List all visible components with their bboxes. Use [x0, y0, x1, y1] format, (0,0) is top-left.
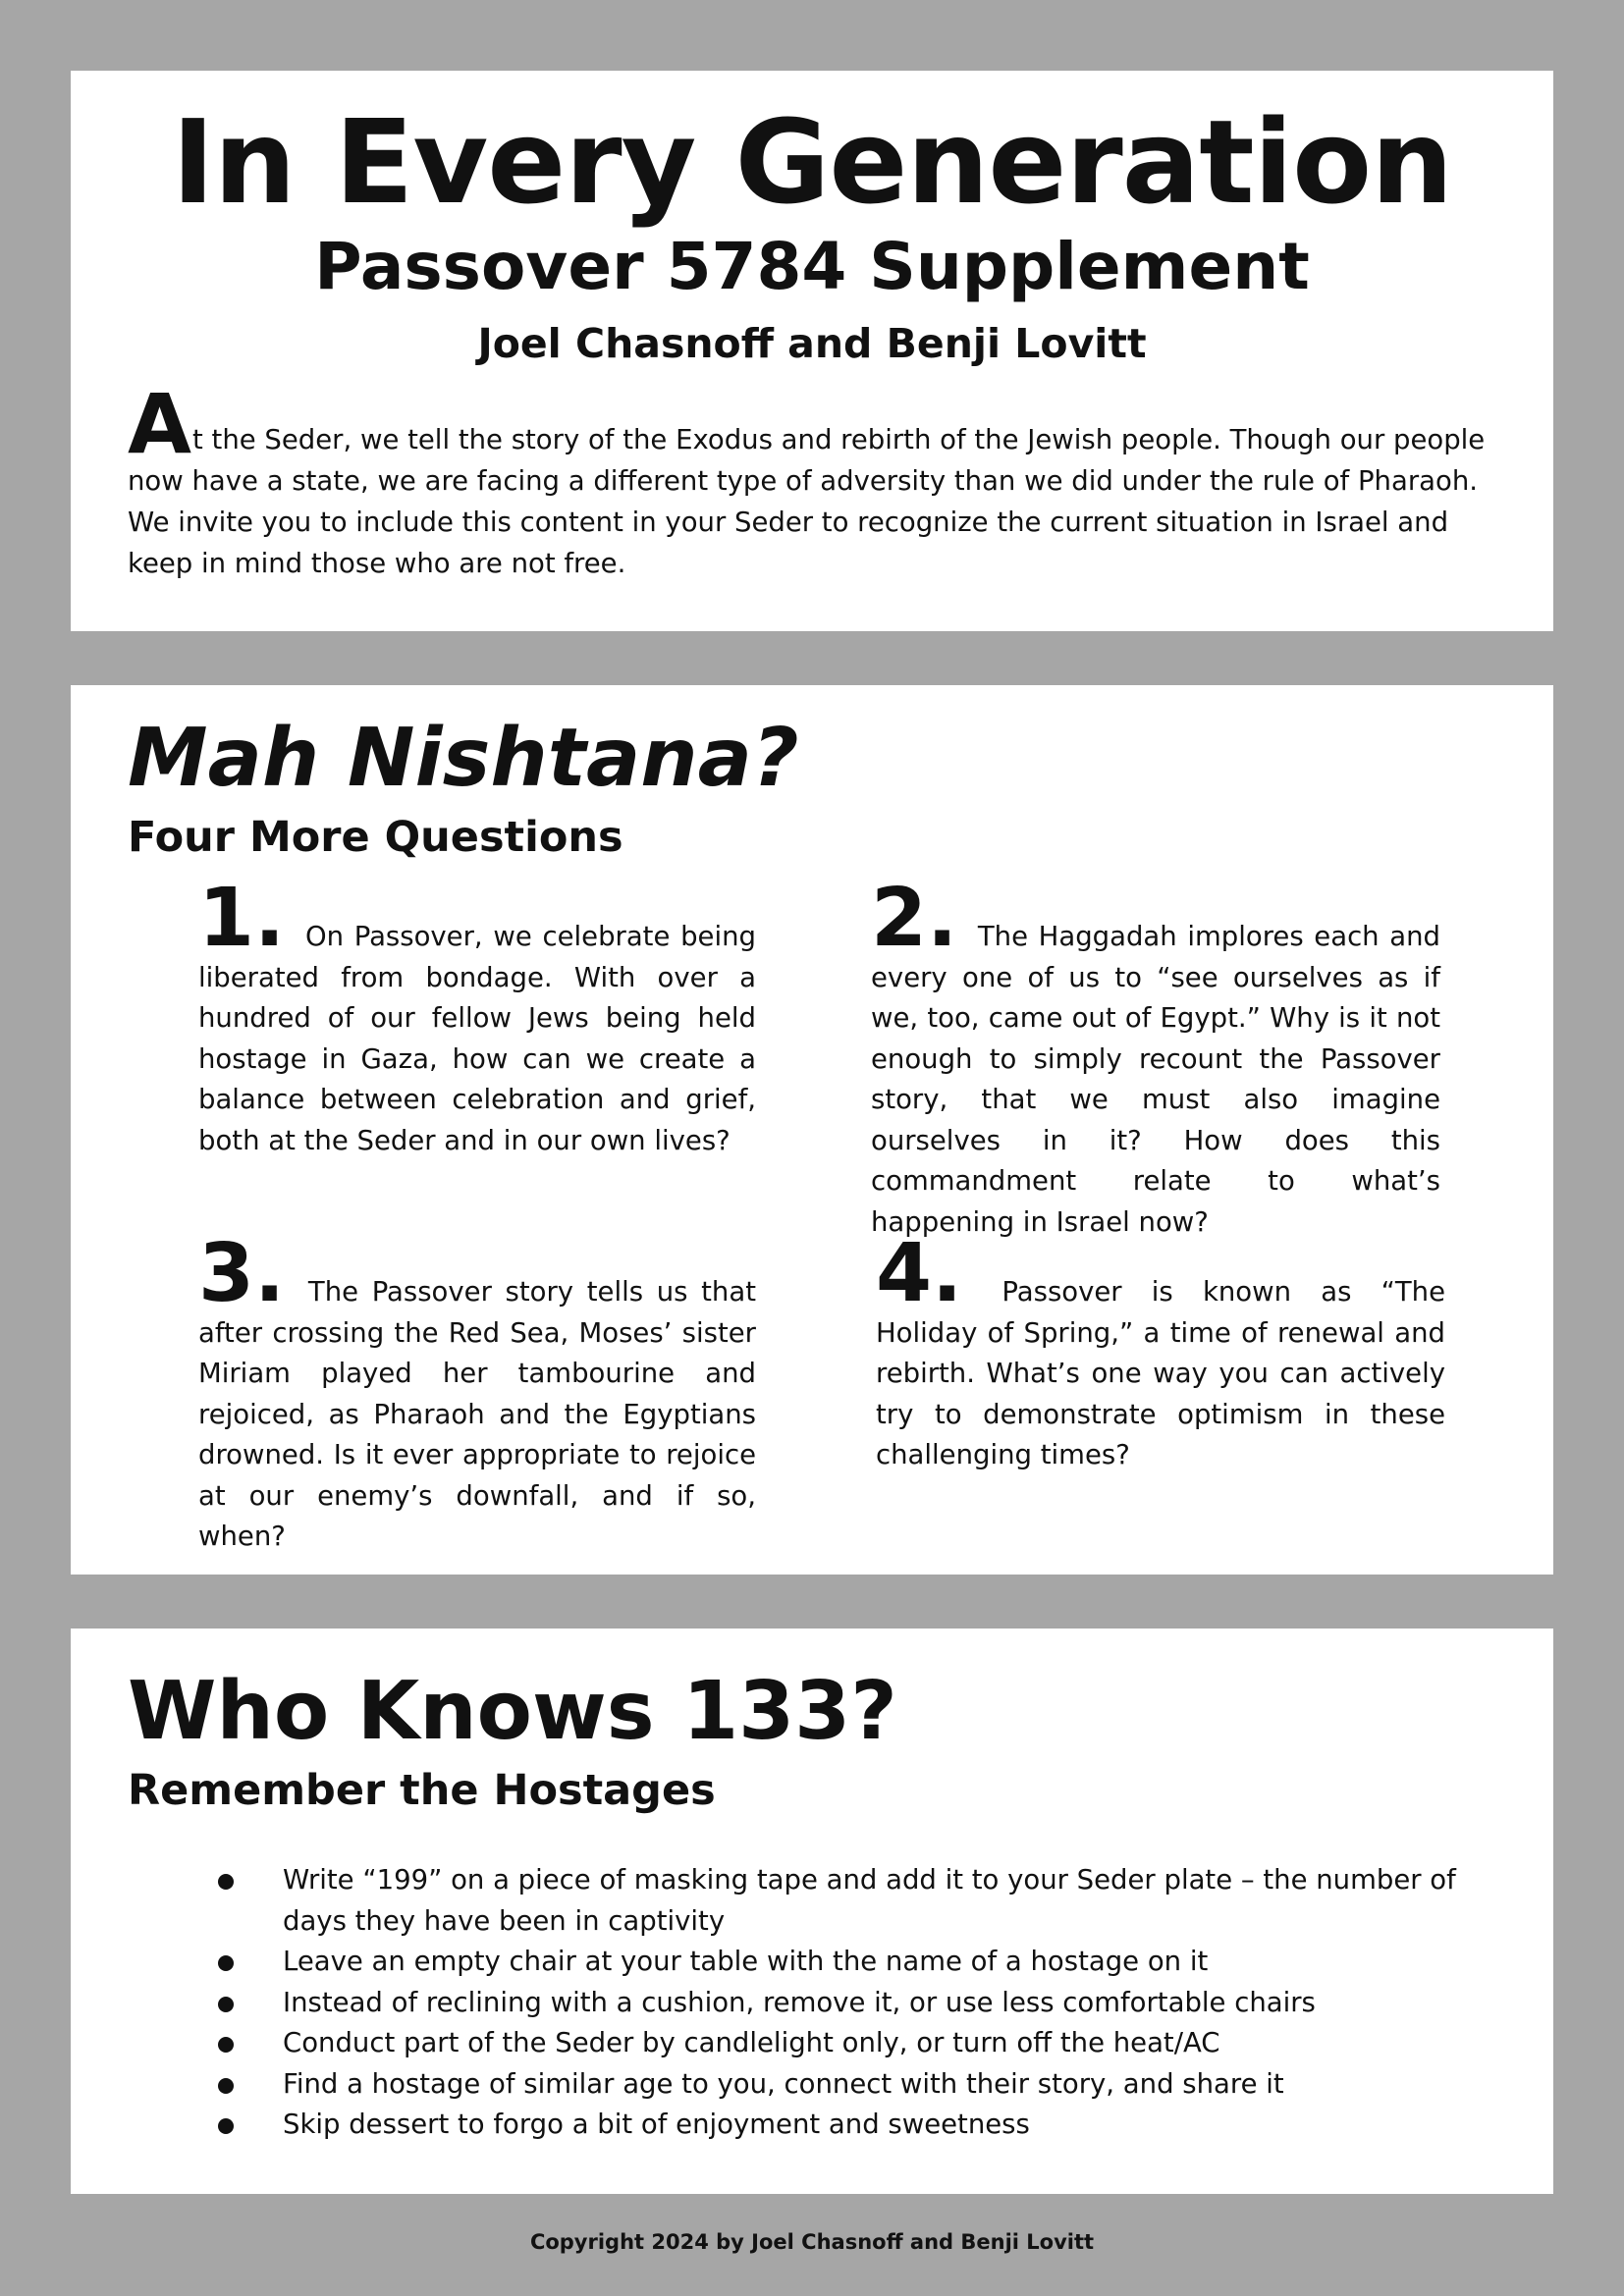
authors-line: Joel Chasnoff and Benji Lovitt	[477, 320, 1147, 367]
list-item-text: Instead of reclining with a cushion, remove it, or use less comfortable chairs	[283, 1986, 1316, 2018]
hostages-section-subtitle: Remember the Hostages	[128, 1766, 716, 1815]
list-item	[218, 2023, 1485, 2064]
bullet-icon	[218, 1874, 234, 1890]
question-number: 4.	[876, 1227, 963, 1320]
list-item	[218, 1860, 1485, 1942]
intro-panel	[71, 71, 1553, 631]
list-item	[218, 1983, 1485, 2024]
questions-section-title: Mah Nishtana?	[128, 712, 799, 805]
copyright-notice: Copyright 2024 by Joel Chasnoff and Benji Lovitt	[529, 2230, 1095, 2254]
list-item-text: Write “199” on a piece of masking tape and add it to your Seder plate – the number of days they have been in captivity	[283, 1864, 1456, 1937]
bullet-icon	[218, 1997, 234, 2012]
question-text: Passover is known as “The Holiday of Spring,” a time of renewal and rebirth. What’s one way you can actively try to demonstrate optimism in these challenging times?	[876, 1276, 1445, 1470]
list-item	[218, 2105, 1485, 2146]
question-number: 3.	[198, 1227, 286, 1320]
questions-section-subtitle: Four More Questions	[128, 813, 623, 862]
bullet-icon	[218, 2078, 234, 2094]
bullet-icon	[218, 1955, 234, 1971]
bullet-icon	[218, 2037, 234, 2053]
question-4	[876, 1227, 1445, 1476]
list-item-text: Skip dessert to forgo a bit of enjoyment and sweetness	[283, 2109, 1030, 2140]
list-item	[218, 2064, 1485, 2106]
question-2	[871, 872, 1440, 1243]
list-item-text: Conduct part of the Seder by candlelight only, or turn off the heat/AC	[283, 2027, 1220, 2058]
hostages-section-title: Who Knows 133?	[128, 1665, 897, 1758]
question-text: The Haggadah implores each and every one of us to “see ourselves as if we, too, came out of Egypt.” Why is it not enough to simply recount the Passover story, that we must also imagine ourselves in it? How does this commandment relate to what’s happening in Israel now?	[871, 921, 1440, 1238]
question-number: 2.	[871, 872, 958, 965]
list-item	[218, 1942, 1485, 1983]
hostages-list	[218, 1860, 1485, 2146]
bullet-icon	[218, 2118, 234, 2134]
hostages-panel	[71, 1629, 1553, 2194]
question-text: On Passover, we celebrate being liberated from bondage. With over a hundred of our fellow Jews being held hostage in Gaza, how can we create a balance between celebration and grief, both at the Seder and in our own lives?	[198, 921, 756, 1156]
list-item-text: Leave an empty chair at your table with the name of a hostage on it	[283, 1946, 1209, 1977]
question-number: 1.	[198, 872, 286, 965]
intro-text: t the Seder, we tell the story of the Exodus and rebirth of the Jewish people. Though our people now have a state, we are facing a different type of adversity than we did under the rule of Pharaoh. We invite you to include this content in your Seder to recognize the current situation in Israel and keep in mind those who are not free.	[128, 424, 1486, 579]
page-subtitle: Passover 5784 Supplement	[314, 229, 1310, 304]
question-text: The Passover story tells us that after crossing the Red Sea, Moses’ sister Miriam played her tambourine and rejoiced, as Pharaoh and the Egyptians drowned. Is it ever appropriate to rejoice at our enemy’s downfall, and if so, when?	[198, 1276, 756, 1552]
questions-panel	[71, 685, 1553, 1575]
intro-dropcap: A	[128, 376, 192, 472]
page-title: In Every Generation	[171, 94, 1453, 230]
list-item-text: Find a hostage of similar age to you, connect with their story, and share it	[283, 2067, 1284, 2100]
intro-paragraph	[128, 376, 1497, 584]
question-1	[198, 872, 756, 1161]
question-3	[198, 1227, 756, 1558]
